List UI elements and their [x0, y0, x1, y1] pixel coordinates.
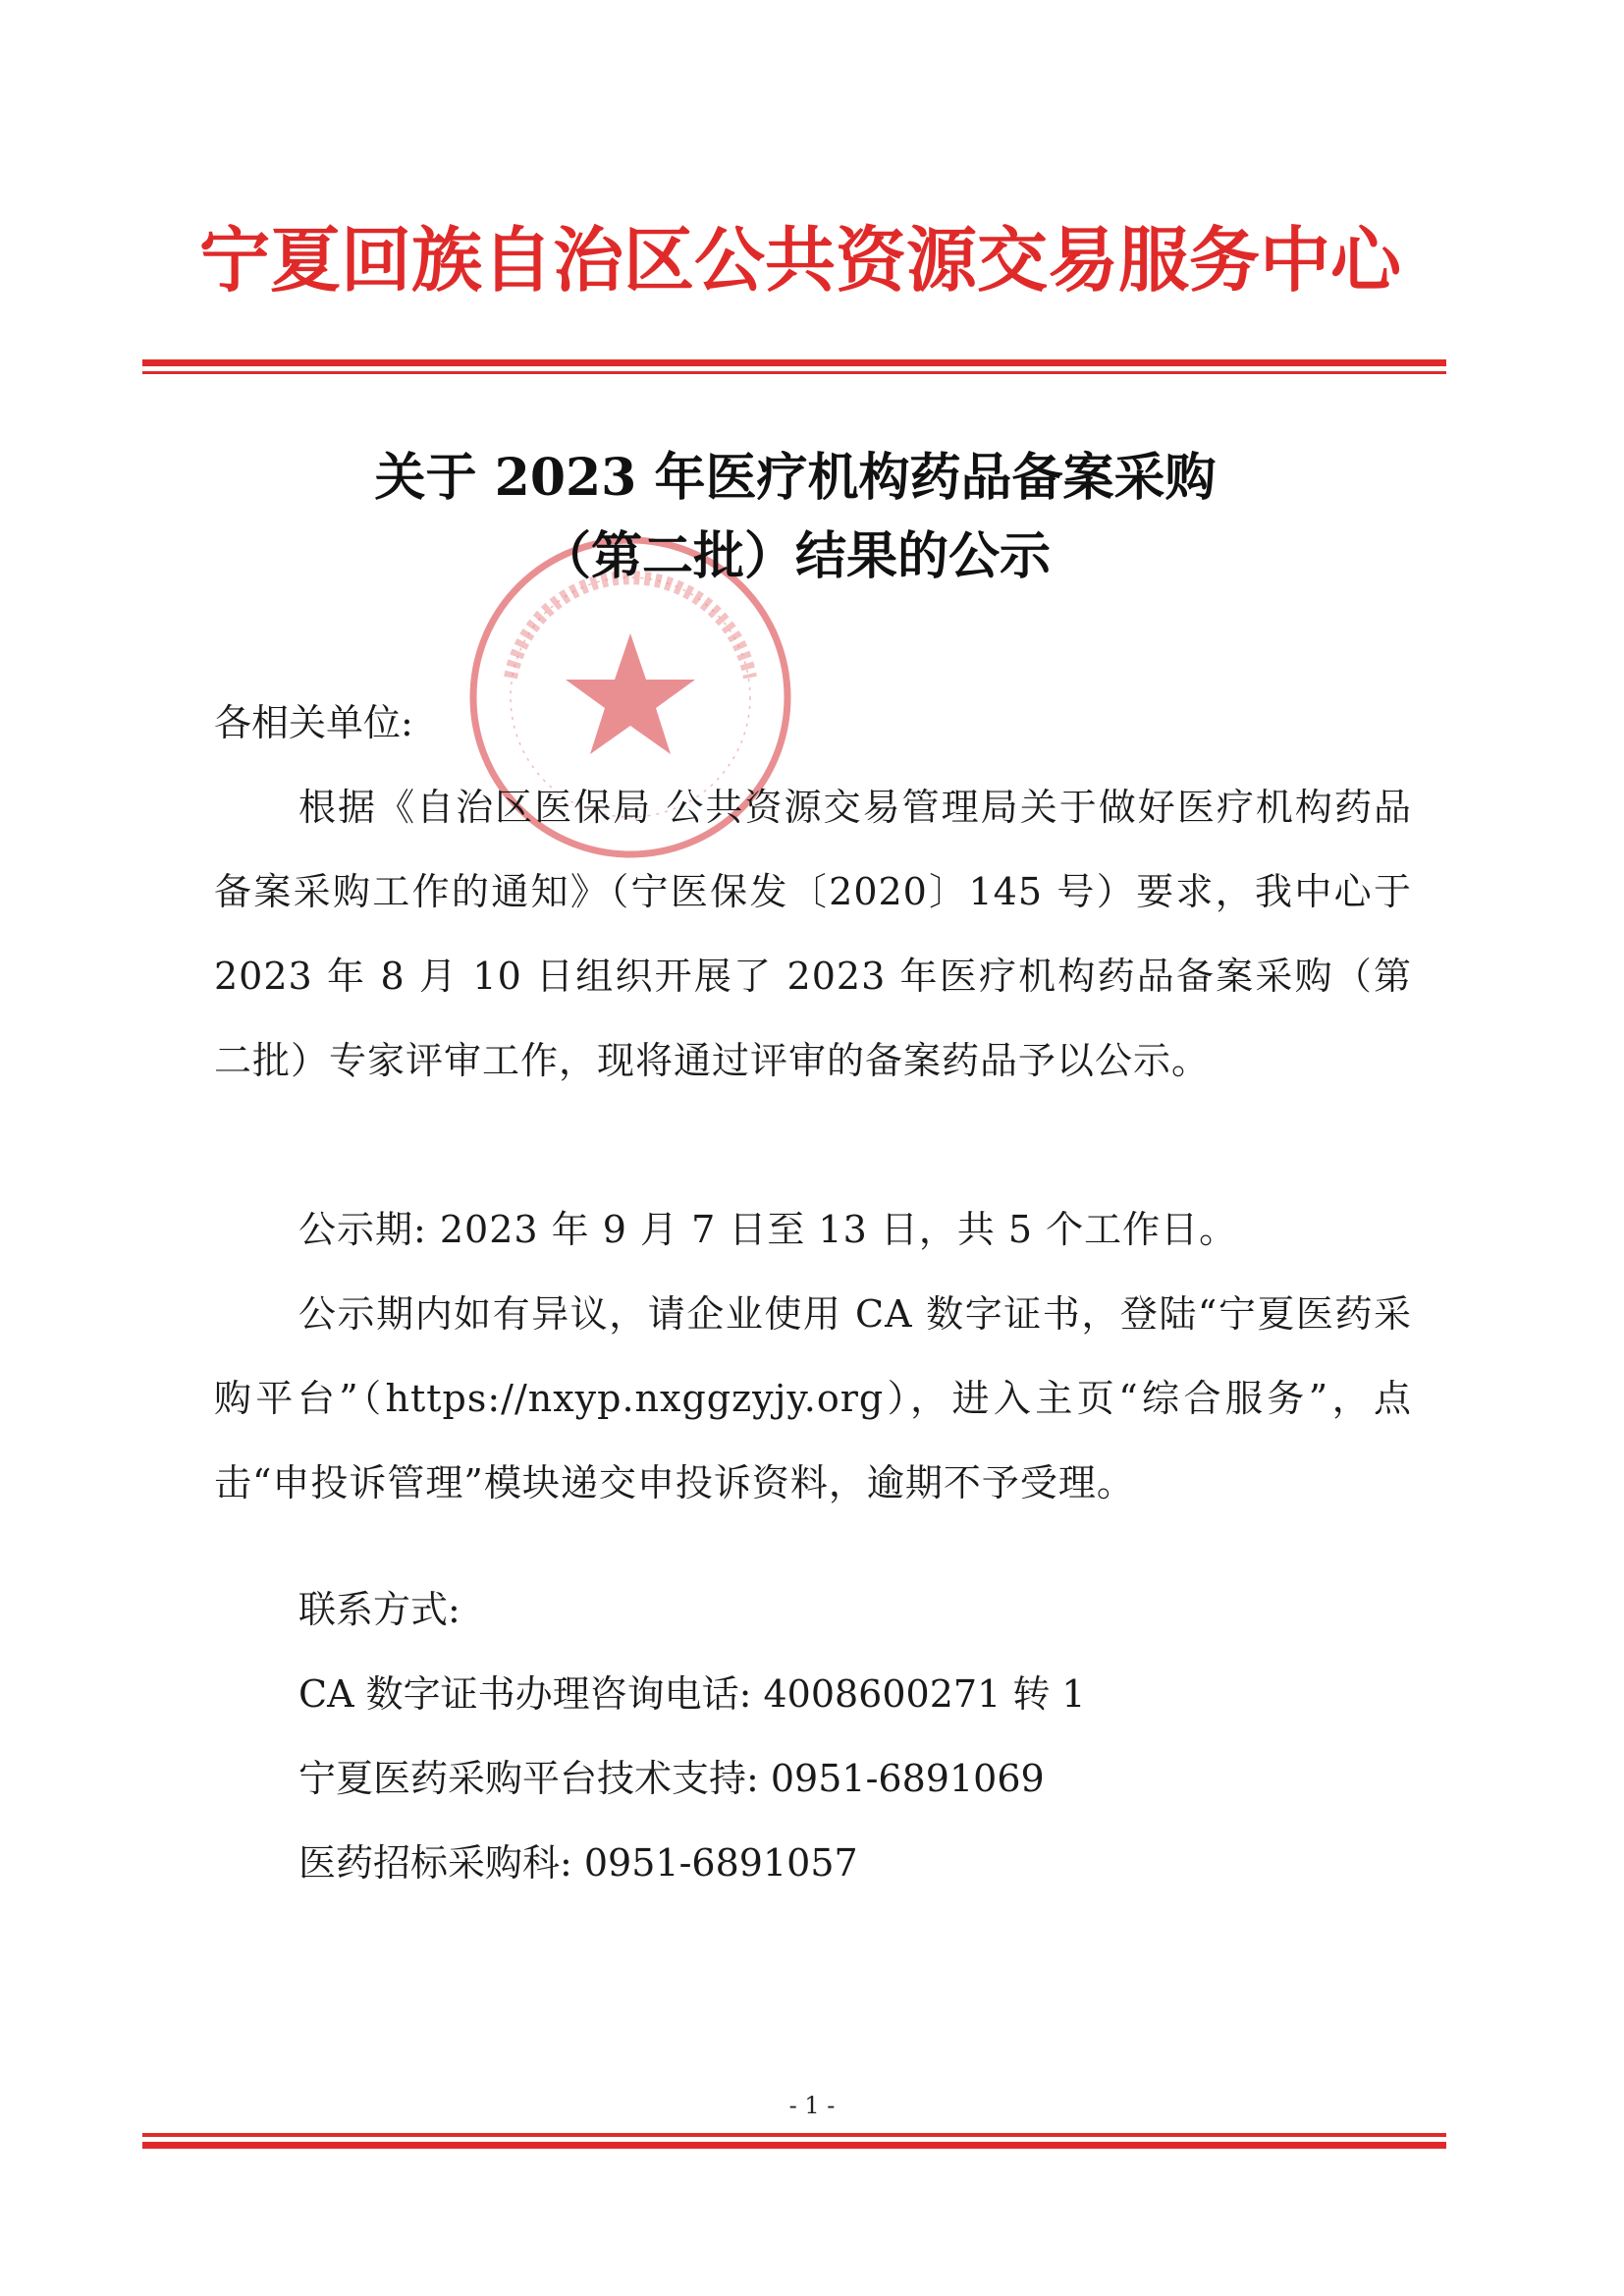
paragraph-text: 根据《自治区医保局 公共资源交易管理局关于做好医疗机构药品备案采购工作的通知》（宁医保发〔2020〕145 号）要求，我中心于 2023 年 8 月 10 日组织开展了 2023 年医疗机构药品备案采购（第二批）专家评审工作，现将通过评审的备案药品予以公示。 — [214, 786, 1412, 1082]
header-rule-thin — [142, 371, 1446, 374]
salutation: 各相关单位: — [214, 701, 413, 744]
contact-procurement-section: 医药招标采购科: 0951-6891057 — [298, 1841, 858, 1885]
contact-ca-certificate: CA 数字证书办理咨询电话: 4008600271 转 1 — [298, 1672, 1086, 1716]
organization-header: 宁夏回族自治区公共资源交易服务中心 — [198, 219, 1401, 301]
paragraph-text: 公示期内如有异议，请企业使用 CA 数字证书，登陆“宁夏医药采购平台”（https://nxyp.nxggzyjy.org），进入主页“综合服务”，点击“申投诉管理”模块递交申投诉资料，逾期不予受理。 — [214, 1292, 1412, 1504]
footer-rule-thick — [142, 2142, 1446, 2149]
contact-platform-support: 宁夏医药采购平台技术支持: 0951-6891069 — [298, 1757, 1045, 1800]
header-rule-thick — [142, 359, 1446, 366]
page-number: - 1 - — [788, 2092, 836, 2119]
document-title-line-2: （第二批）结果的公示 — [539, 526, 1051, 586]
paragraph-objection-procedure — [214, 1272, 1412, 1525]
paragraph-notice-basis — [214, 765, 1412, 1103]
footer-rule-thin — [142, 2133, 1446, 2137]
contacts-heading: 联系方式: — [298, 1588, 460, 1631]
document-title-line-1: 关于 2023 年医疗机构药品备案采购 — [374, 448, 1217, 508]
paragraph-publicity-period — [214, 1187, 1412, 1272]
paragraph-text: 公示期: 2023 年 9 月 7 日至 13 日，共 5 个工作日。 — [298, 1208, 1238, 1251]
